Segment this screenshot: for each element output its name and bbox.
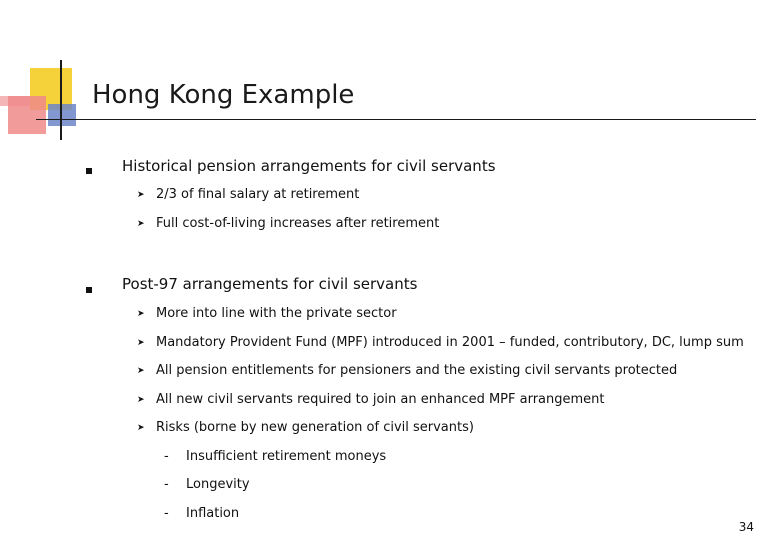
square-bullet-icon <box>86 287 92 293</box>
list-item: 2/3 of final salary at retirement <box>156 187 360 202</box>
title-decoration-blue-square <box>48 104 76 126</box>
title-decoration-vertical-line <box>60 60 62 140</box>
dash-bullet: - <box>164 477 169 492</box>
arrow-bullet-icon: ➤ <box>137 219 145 229</box>
arrow-bullet-icon: ➤ <box>137 190 145 200</box>
arrow-bullet-icon: ➤ <box>137 366 145 376</box>
slide-title: Hong Kong Example <box>92 80 355 110</box>
arrow-bullet-icon: ➤ <box>137 338 145 348</box>
title-decoration-red-square <box>8 96 46 134</box>
list-item: All new civil servants required to join an enhanced MPF arrangement <box>156 392 605 407</box>
sub-list-item: Insufficient retirement moneys <box>186 449 387 464</box>
list-item: Risks (borne by new generation of civil servants) <box>156 420 474 435</box>
section-heading-post97: Post-97 arrangements for civil servants <box>122 275 418 293</box>
sub-list-item: Longevity <box>186 477 250 492</box>
list-item: More into line with the private sector <box>156 306 397 321</box>
arrow-bullet-icon: ➤ <box>137 309 145 319</box>
sub-list-item: Inflation <box>186 506 240 521</box>
dash-bullet: - <box>164 449 169 464</box>
list-item: All pension entitlements for pensioners and the existing civil servants protected <box>156 363 678 378</box>
arrow-bullet-icon: ➤ <box>137 395 145 405</box>
page-number: 34 <box>738 520 754 534</box>
arrow-bullet-icon: ➤ <box>137 423 145 433</box>
list-item: Mandatory Provident Fund (MPF) introduced in 2001 – funded, contributory, DC, lump sum <box>156 335 744 350</box>
square-bullet-icon <box>86 168 92 174</box>
title-underline <box>36 119 756 120</box>
section-heading-historical: Historical pension arrangements for civil servants <box>122 157 496 175</box>
list-item: Full cost-of-living increases after retirement <box>156 216 440 231</box>
dash-bullet: - <box>164 506 169 521</box>
